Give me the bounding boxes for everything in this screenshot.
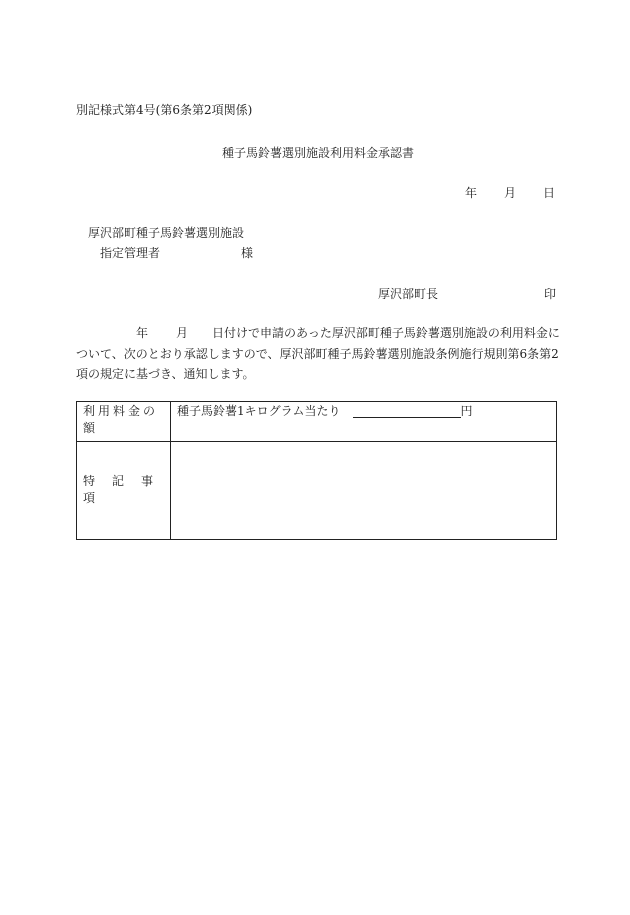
document-title: 種子馬鈴薯選別施設利用料金承認書 — [222, 146, 415, 160]
body-line-2: ついて、次のとおり承認しますので、厚沢部町種子馬鈴薯選別施設条例施行規則第6条第2 — [76, 346, 559, 361]
fee-value-cell — [171, 402, 557, 442]
fee-description: 種子馬鈴薯1キログラム当たり — [177, 404, 341, 418]
remarks-label: 特記事項 — [83, 474, 171, 505]
date-line — [465, 184, 555, 201]
form-number: 別記様式第4号(第6条第2項関係) — [76, 103, 253, 117]
body-paragraph — [76, 323, 560, 385]
fee-unit: 円 — [460, 404, 473, 418]
body-line-1 — [76, 323, 560, 344]
fee-row — [77, 402, 557, 442]
fee-amount-blank — [353, 405, 461, 418]
addressee-facility: 厚沢部町種子馬鈴薯選別施設 — [88, 226, 245, 240]
remarks-value-cell — [171, 442, 557, 540]
date-year-label: 年 — [465, 186, 478, 200]
date-day-label: 日 — [542, 186, 555, 200]
date-month-label: 月 — [503, 186, 516, 200]
fee-label: 利用料金の額 — [83, 404, 159, 435]
addressee-recipient: 指定管理者 — [100, 246, 161, 260]
issuer-title: 厚沢部町長 — [378, 287, 439, 301]
body-line-3: 項の規定に基づき、通知します。 — [76, 367, 255, 381]
fee-table — [76, 401, 557, 540]
body-year-label: 年 — [136, 326, 149, 340]
body-line-1-text: 日付けで申請のあった厚沢部町種子馬鈴薯選別施設の利用料金に — [212, 326, 560, 340]
remarks-row — [77, 442, 557, 540]
addressee-honorific: 様 — [241, 246, 254, 260]
remarks-label-cell — [77, 442, 171, 540]
body-month-label: 月 — [176, 326, 189, 340]
seal-mark: 印 — [544, 287, 557, 301]
fee-label-cell — [77, 402, 171, 442]
